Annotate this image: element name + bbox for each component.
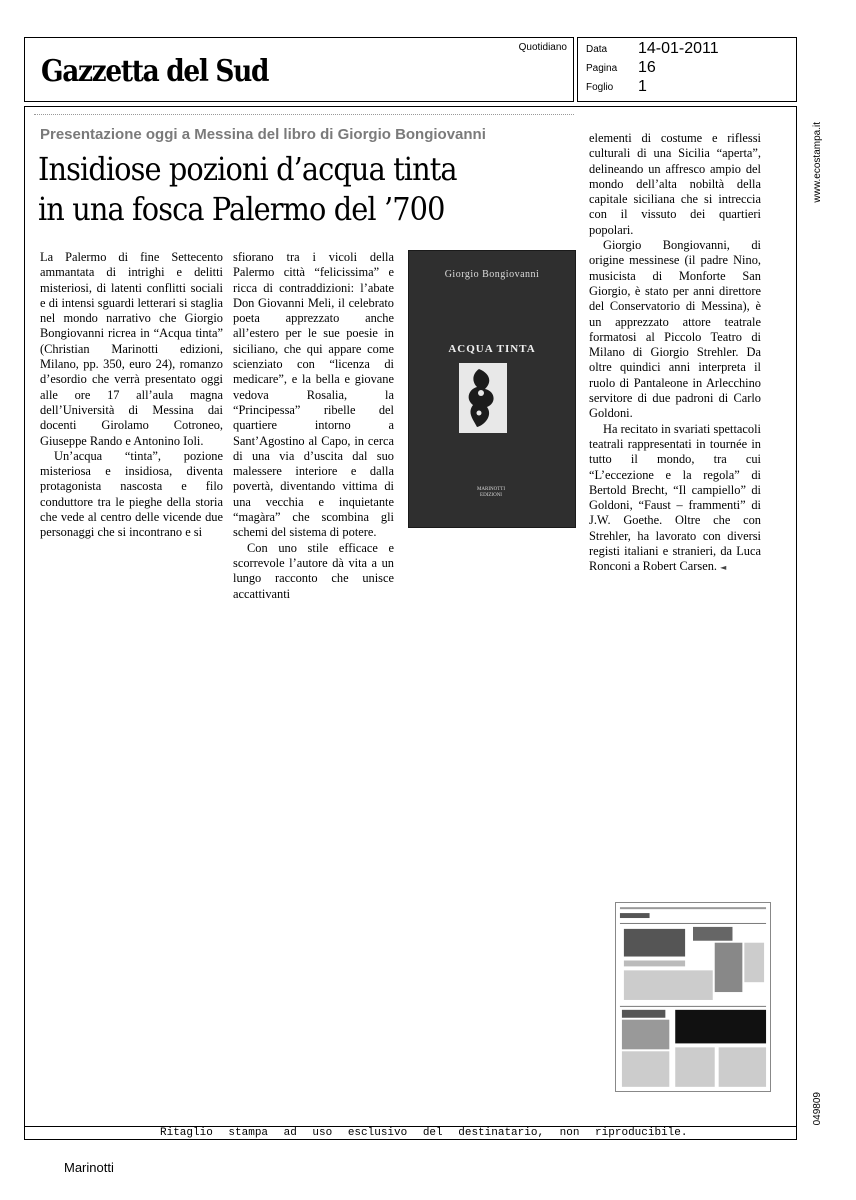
book-cover-title: ACQUA TINTA (448, 343, 536, 355)
book-cover-image (408, 250, 576, 528)
column-3-paragraph-3 (589, 422, 761, 576)
footer-disclaimer: Ritaglio stampa ad uso esclusivo del destinatario, non riproducibile. (160, 1127, 688, 1139)
side-website-url: www.ecostampa.it (812, 122, 823, 203)
column-3-paragraph-2: Giorgio Bongiovanni, di origine messinese (il padre Nino, musicista di Monforte San Giorgio, è stato per anni direttore del Conservatorio di Messina), è un apprezzato attore teatrale formatosi al Piccolo Teatro di Milano di Giorgio Strehler. Da oltre quindici anni interpreta il ruolo di Pantaleone in Arlecchino servitore di due padroni di Carlo Goldoni. (589, 238, 761, 421)
periodicity-label: Quotidiano (518, 42, 567, 53)
newspaper-masthead: Gazzetta del Sud (41, 54, 269, 89)
article-kicker: Presentazione oggi a Messina del libro di Giorgio Bongiovanni (40, 126, 486, 143)
page-thumbnail-image (615, 902, 771, 1092)
end-of-article-icon: ◄ (720, 563, 727, 573)
book-cover-publisher: MARINOTTI EDIZIONI (476, 487, 506, 498)
meta-sheet-value: 1 (638, 78, 647, 95)
meta-sheet (586, 78, 647, 96)
masthead-box (24, 37, 574, 102)
meta-date (586, 40, 719, 58)
headline-line-1: Insidiose pozioni d’acqua tinta (38, 150, 457, 188)
meta-page-value: 16 (638, 59, 656, 76)
column-2-paragraph-2: Con uno stile efficace e scorrevole l’autore dà vita a un lungo racconto che unisce accattivanti (233, 540, 394, 601)
meta-sheet-label: Foglio (586, 81, 614, 93)
column-1-paragraph-2: Un’acqua “tinta”, pozione misteriosa e insidiosa, diventa protagonista nascosta e filo conduttore tra le pieghe della storia che vede al centro delle vicende due personaggi che si incontrano e si (40, 448, 223, 540)
dotted-rule (34, 114, 574, 115)
book-cover-author: Giorgio Bongiovanni (444, 269, 540, 280)
column-3-paragraph-1: elementi di costume e riflessi culturali di una Sicilia “aperta”, delineando un affresco ampio del mondo dell’alta nobiltà della capitale siciliana che si intreccia con il vissuto dei quartieri popolari. (589, 131, 761, 237)
meta-page (586, 59, 656, 77)
meta-date-label: Data (586, 43, 608, 55)
headline-line-2: in una fosca Palermo del ’700 (38, 190, 445, 228)
column-2-paragraph-1: sfiorano tra i vicoli della Palermo città “felicissima” e ricca di contraddizioni: l’abate Don Giovanni Meli, il celebrato poeta apprezzato anche all’estero per le sue poesie in siciliano, che qui appare come scienziato con “licenza di medicare”, e la bella e giovane vedova Rosalia, la “Principessa” ribelle del quartiere intorno a Sant’Agostino al Capo, in cerca di una via d’uscita dal suo malessere interiore e dalla povertà, diventando vittima di una vecchia e inquietante “magàra” che scombina gli schemi del sistema di potere. (233, 250, 394, 540)
client-name: Marinotti (64, 1160, 114, 1175)
column-1-paragraph-1: La Palermo di fine Settecento ammantata di intrighi e delitti misteriosi, di latenti conflitti sociali e di intensi sguardi letterari si staglia nel mondo narrativo che Giorgio Bongiovanni ricrea in “Acqua tinta” (Christian Marinotti edizioni, Milano, pp. 350, euro 24), romanzo d’esordio che verrà presentato oggi alle ore 17 all’aula magna dell’Università di Messina dai docenti Girolamo Cotroneo, Giuseppe Rando e Antonino Ioli. (40, 250, 223, 448)
meta-date-value: 14-01-2011 (638, 40, 719, 57)
side-client-code: 049809 (812, 1092, 823, 1126)
meta-page-label: Pagina (586, 62, 618, 74)
article-column-3 (589, 131, 761, 576)
metadata-box (577, 37, 797, 102)
article-column-2 (233, 250, 394, 602)
book-cover-illustration (459, 363, 507, 433)
article-column-1 (40, 250, 223, 541)
column-3-paragraph-3-text: Ha recitato in svariati spettacoli teatrali rappresentati in tournée in tutto il mondo, tra cui “L’eccezione e la regola” di Bertold Brecht, “Il campiello” di Goldoni, “Faust – frammenti” di J.W. Goethe. Oltre che con Strehler, ha lavorato con diversi registi italiani e stranieri, da Luca Ronconi a Robert Carsen. (589, 421, 761, 574)
